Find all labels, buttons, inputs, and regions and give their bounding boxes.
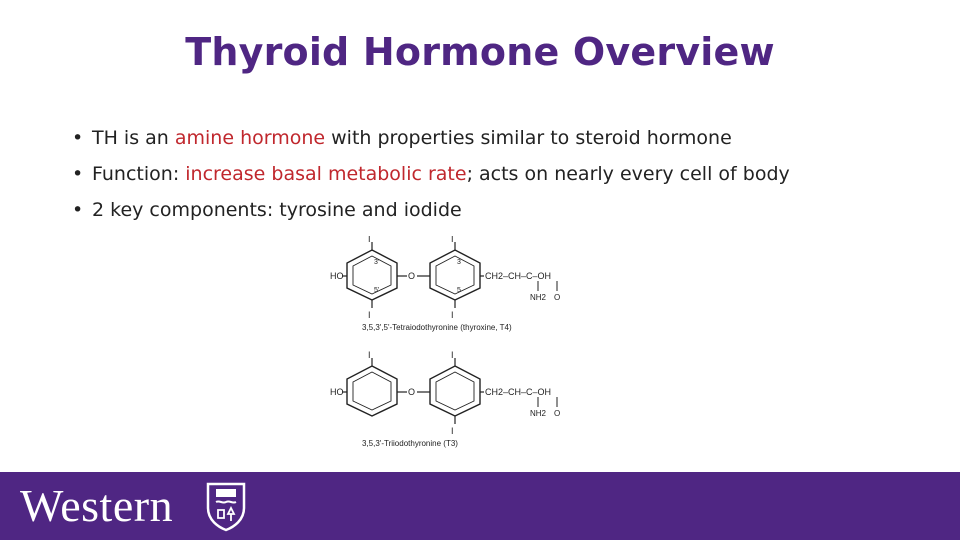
t3-benzene-ring-right <box>430 366 480 416</box>
t3-caption: 3,5,3'-Triiodothyronine (T3) <box>362 439 458 448</box>
university-crest-icon <box>204 480 248 532</box>
t3-benzene-ring-left <box>347 366 397 416</box>
t4-position-label: 5 <box>457 287 461 294</box>
t4-position-label: 3' <box>374 259 380 266</box>
t4-carbonyl-label: O <box>554 293 561 302</box>
bullet-item <box>72 192 790 228</box>
bullet-list <box>72 120 790 228</box>
t4-structure <box>330 236 560 332</box>
bullet-text: 2 key components: tyrosine and iodide <box>92 199 462 221</box>
t4-iodine-label: I <box>368 236 371 244</box>
t3-iodine-label: I <box>451 426 454 436</box>
t4-caption: 3,5,3',5'-Tetraiodothyronine (thyroxine, T4) <box>362 323 512 332</box>
t4-position-label: 3 <box>457 259 461 266</box>
bullet-text: ; acts on nearly every cell of body <box>466 163 790 185</box>
t3-amine-label: NH2 <box>530 409 547 418</box>
t3-ether-oxygen-label: O <box>408 387 416 397</box>
footer-bar <box>0 472 960 540</box>
slide-title: Thyroid Hormone Overview <box>185 30 775 74</box>
t4-benzene-ring-right <box>430 250 480 300</box>
t4-iodine-label: I <box>451 310 454 320</box>
t4-amine-label: NH2 <box>530 293 547 302</box>
t3-carbonyl-label: O <box>554 409 561 418</box>
t3-iodine-label: I <box>451 350 454 360</box>
bullet-item <box>72 156 790 192</box>
bullet-highlight: increase basal metabolic rate <box>185 163 467 185</box>
t4-side-chain-label: CH2–CH–C–OH <box>485 271 552 281</box>
t3-hydroxyl-label: HO <box>330 387 344 397</box>
t4-hydroxyl-label: HO <box>330 271 344 281</box>
t4-position-label: 5' <box>374 287 380 294</box>
bullet-highlight: amine hormone <box>174 127 326 149</box>
t3-side-chain-label: CH2–CH–C–OH <box>485 387 552 397</box>
t3-structure <box>330 350 560 448</box>
bullet-text: with properties similar to steroid hormone <box>325 127 732 149</box>
t4-iodine-label: I <box>451 236 454 244</box>
t4-iodine-label: I <box>368 310 371 320</box>
t4-benzene-ring-left <box>347 250 397 300</box>
t3-iodine-label: I <box>368 350 371 360</box>
thyroid-hormone-structures-diagram <box>330 236 610 452</box>
western-wordmark-logo: Western <box>20 480 174 531</box>
bullet-text: Function: <box>92 163 186 185</box>
bullet-item <box>72 120 790 156</box>
bullet-text: TH is an <box>92 127 175 149</box>
t4-ether-oxygen-label: O <box>408 271 416 281</box>
